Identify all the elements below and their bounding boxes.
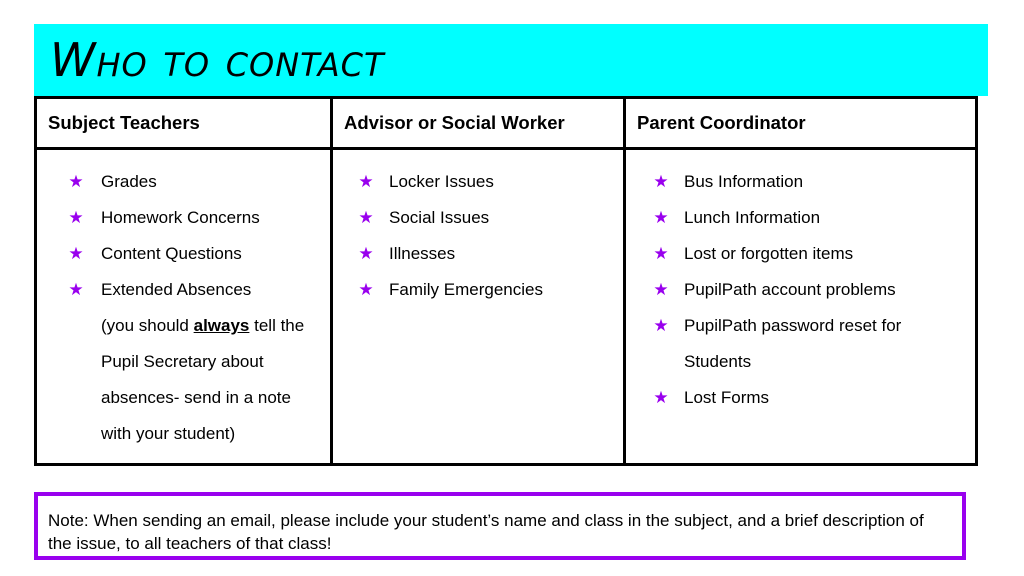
- column-header-label: Parent Coordinator: [637, 111, 806, 133]
- column-body-parent-coordinator: [625, 149, 977, 465]
- note-text: Note: When sending an email, please include your student’s name and class in the subject, and a brief description of the issue, to all teachers of that class!: [48, 511, 924, 553]
- star-icon: ★: [653, 388, 669, 407]
- list-item-label: Grades: [101, 172, 157, 191]
- star-icon: ★: [68, 172, 84, 191]
- list-item-label: Content Questions: [101, 244, 242, 263]
- list-item: [626, 200, 969, 236]
- list-item-label: Lunch Information: [684, 208, 821, 227]
- column-body-advisor-social-worker: [332, 149, 625, 465]
- sub-note-after: tell the Pupil Secretary about absences- send in a note with your student): [101, 316, 305, 443]
- bullet-list-parent-coordinator: [626, 164, 975, 416]
- star-icon: ★: [68, 208, 84, 227]
- star-icon: ★: [653, 208, 669, 227]
- column-header-advisor-social-worker: [332, 98, 625, 149]
- title-banner: [34, 24, 988, 96]
- list-item: [333, 164, 617, 200]
- star-icon: ★: [68, 280, 84, 299]
- star-icon: ★: [358, 172, 374, 191]
- sub-note-emphasis: always: [193, 316, 250, 335]
- column-header-label: Advisor or Social Worker: [344, 111, 565, 133]
- bullet-list-subject-teachers: [37, 164, 330, 308]
- who-to-contact-table: [34, 96, 978, 466]
- star-icon: ★: [68, 244, 84, 263]
- list-item-label: PupilPath account problems: [684, 280, 896, 299]
- page-title: Who to contact: [50, 33, 385, 87]
- list-item: [333, 236, 617, 272]
- note-box: [34, 492, 966, 560]
- absence-sub-note: [37, 308, 330, 452]
- list-item: [333, 272, 617, 308]
- list-item-label: Extended Absences: [101, 280, 252, 299]
- list-item-label: Social Issues: [389, 208, 490, 227]
- sub-note-before: (you should: [101, 316, 194, 335]
- list-item-label: Lost Forms: [684, 388, 770, 407]
- list-item-label: Homework Concerns: [101, 208, 260, 227]
- table-header-row: [36, 98, 977, 149]
- list-item: [626, 236, 969, 272]
- list-item: [626, 272, 969, 308]
- list-item-label: Family Emergencies: [389, 280, 543, 299]
- column-body-subject-teachers: [36, 149, 332, 465]
- star-icon: ★: [358, 244, 374, 263]
- bullet-list-advisor-social-worker: [333, 164, 623, 308]
- list-item: [626, 380, 969, 416]
- list-item-label: PupilPath password reset for Students: [684, 316, 902, 371]
- list-item: [37, 236, 324, 272]
- list-item-label: Bus Information: [684, 172, 804, 191]
- list-item-label: Lost or forgotten items: [684, 244, 854, 263]
- star-icon: ★: [653, 280, 669, 299]
- column-header-parent-coordinator: [625, 98, 977, 149]
- list-item: [37, 272, 324, 308]
- list-item: [37, 164, 324, 200]
- star-icon: ★: [358, 280, 374, 299]
- star-icon: ★: [653, 244, 669, 263]
- list-item-label: Locker Issues: [389, 172, 494, 191]
- table-body-row: [36, 149, 977, 465]
- column-header-label: Subject Teachers: [48, 111, 200, 133]
- star-icon: ★: [653, 172, 669, 191]
- list-item: [333, 200, 617, 236]
- list-item: [37, 200, 324, 236]
- list-item: [626, 164, 969, 200]
- list-item-label: Illnesses: [389, 244, 456, 263]
- list-item: [626, 308, 969, 380]
- column-header-subject-teachers: [36, 98, 332, 149]
- star-icon: ★: [358, 208, 374, 227]
- star-icon: ★: [653, 316, 669, 335]
